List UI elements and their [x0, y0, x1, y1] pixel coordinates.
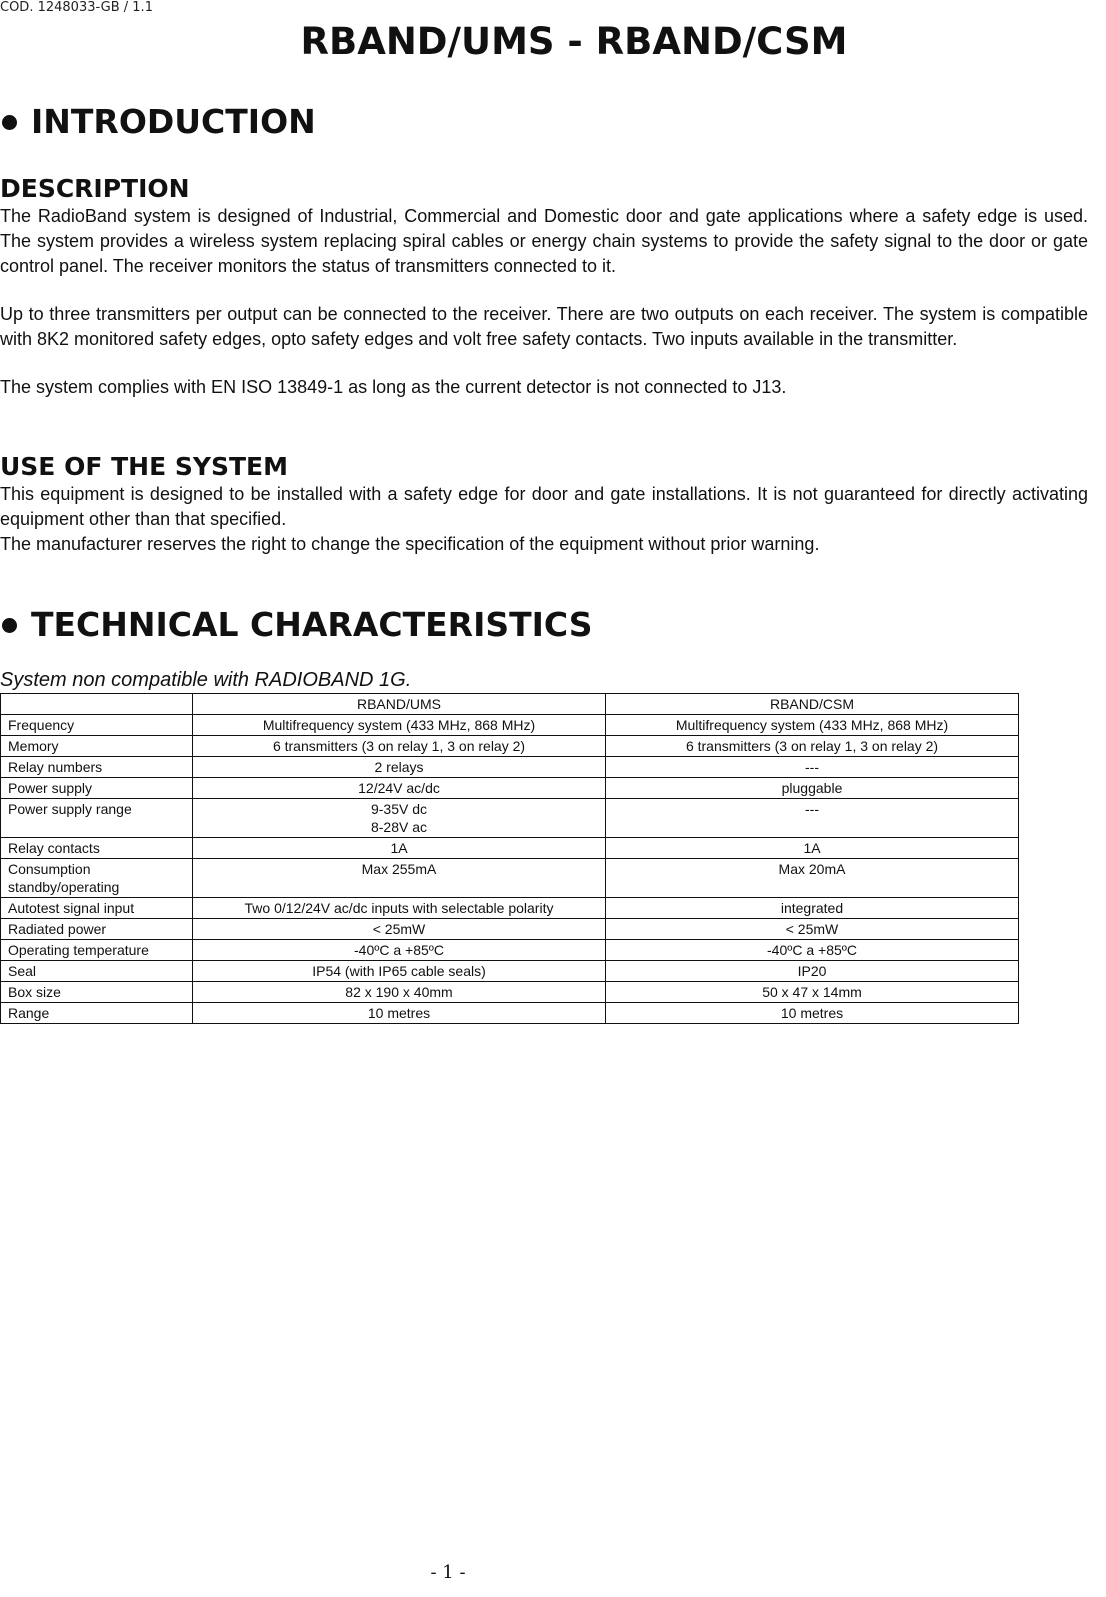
document-title: RBAND/UMS - RBAND/CSM — [300, 20, 848, 63]
csm-value-line: --- — [805, 801, 819, 817]
row-label-line: Consumption — [8, 861, 91, 877]
description-heading: DESCRIPTION — [0, 174, 190, 203]
row-label: Relay numbers — [1, 757, 193, 778]
ums-value: 82 x 190 x 40mm — [193, 982, 606, 1003]
row-label: Power supply — [1, 778, 193, 799]
row-label — [1, 859, 193, 898]
header-cell-ums: RBAND/UMS — [193, 694, 606, 715]
introduction-heading-text: INTRODUCTION — [31, 102, 316, 141]
csm-value: 6 transmitters (3 on relay 1, 3 on relay 2) — [606, 736, 1019, 757]
ums-value: Two 0/12/24V ac/dc inputs with selectable polarity — [193, 898, 606, 919]
ums-value: 6 transmitters (3 on relay 1, 3 on relay 2) — [193, 736, 606, 757]
row-label: Operating temperature — [1, 940, 193, 961]
csm-value: 50 x 47 x 14mm — [606, 982, 1019, 1003]
row-label: Seal — [1, 961, 193, 982]
use-paragraph-1: This equipment is designed to be installed with a safety edge for door and gate installations. It is not guaranteed for directly activating equipment other than that specified. — [0, 484, 1088, 529]
csm-value: 1A — [606, 838, 1019, 859]
table-row — [1, 757, 1019, 778]
table-row — [1, 799, 1019, 838]
row-label: Box size — [1, 982, 193, 1003]
table-row — [1, 961, 1019, 982]
description-paragraph-1: The RadioBand system is designed of Industrial, Commercial and Domestic door and gate applications where a safety edge is used. The system provides a wireless system replacing spiral cables or energy chain systems to provide the safety signal to the door or gate control panel. The receiver monitors the status of transmitters connected to it. — [0, 206, 1088, 276]
ums-value-line: 9-35V dc — [370, 801, 428, 817]
table-row — [1, 859, 1019, 898]
csm-value — [606, 799, 1019, 838]
bullet-icon — [2, 115, 17, 130]
spec-table — [0, 693, 1019, 1024]
technical-heading — [0, 603, 1088, 647]
document-code: COD. 1248033-GB / 1.1 — [0, 0, 153, 15]
use-heading: USE OF THE SYSTEM — [0, 452, 289, 481]
csm-value: IP20 — [606, 961, 1019, 982]
csm-value: integrated — [606, 898, 1019, 919]
row-label — [1, 799, 193, 838]
row-label: Frequency — [1, 715, 193, 736]
csm-value: pluggable — [606, 778, 1019, 799]
row-label: Range — [1, 1003, 193, 1024]
row-label-line: standby/operating — [8, 879, 120, 895]
ums-value — [193, 859, 606, 898]
use-paragraph-2: The manufacturer reserves the right to change the specification of the equipment without prior warning. — [0, 534, 820, 554]
csm-value: -40ºC a +85ºC — [606, 940, 1019, 961]
table-row — [1, 736, 1019, 757]
ums-value: -40ºC a +85ºC — [193, 940, 606, 961]
table-row — [1, 715, 1019, 736]
table-header-row — [1, 694, 1019, 715]
ums-value: Multifrequency system (433 MHz, 868 MHz) — [193, 715, 606, 736]
ums-value: 2 relays — [193, 757, 606, 778]
csm-value-line: Max 20mA — [778, 861, 846, 877]
table-row — [1, 1003, 1019, 1024]
table-row — [1, 838, 1019, 859]
csm-value: < 25mW — [606, 919, 1019, 940]
row-label: Relay contacts — [1, 838, 193, 859]
row-label: Radiated power — [1, 919, 193, 940]
compatibility-note: System non compatible with RADIOBAND 1G. — [0, 669, 412, 691]
table-row — [1, 919, 1019, 940]
ums-value: 12/24V ac/dc — [193, 778, 606, 799]
technical-heading-text: TECHNICAL CHARACTERISTICS — [31, 605, 593, 644]
table-row — [1, 982, 1019, 1003]
ums-value: < 25mW — [193, 919, 606, 940]
row-label-line: Power supply range — [8, 801, 132, 817]
document-body — [0, 100, 1088, 1024]
table-row — [1, 940, 1019, 961]
header-cell-blank — [1, 694, 193, 715]
bullet-icon — [2, 618, 17, 633]
row-label: Autotest signal input — [1, 898, 193, 919]
ums-value-line: Max 255mA — [361, 861, 437, 877]
csm-value: --- — [606, 757, 1019, 778]
ums-value — [193, 799, 606, 838]
table-row — [1, 898, 1019, 919]
table-row — [1, 778, 1019, 799]
row-label: Memory — [1, 736, 193, 757]
ums-value: IP54 (with IP65 cable seals) — [193, 961, 606, 982]
page-number: - 1 - — [430, 1562, 466, 1583]
description-paragraph-3: The system complies with EN ISO 13849-1 as long as the current detector is not connected to J13. — [0, 377, 787, 397]
ums-value-line: 8-28V ac — [370, 819, 428, 835]
ums-value: 1A — [193, 838, 606, 859]
csm-value: Multifrequency system (433 MHz, 868 MHz) — [606, 715, 1019, 736]
header-cell-csm: RBAND/CSM — [606, 694, 1019, 715]
ums-value: 10 metres — [193, 1003, 606, 1024]
csm-value — [606, 859, 1019, 898]
csm-value: 10 metres — [606, 1003, 1019, 1024]
description-paragraph-2: Up to three transmitters per output can be connected to the receiver. There are two outputs on each receiver. The system is compatible with 8K2 monitored safety edges, opto safety edges and volt free safety contacts. Two inputs available in the transmitter. — [0, 304, 1088, 349]
introduction-heading — [0, 100, 1088, 144]
